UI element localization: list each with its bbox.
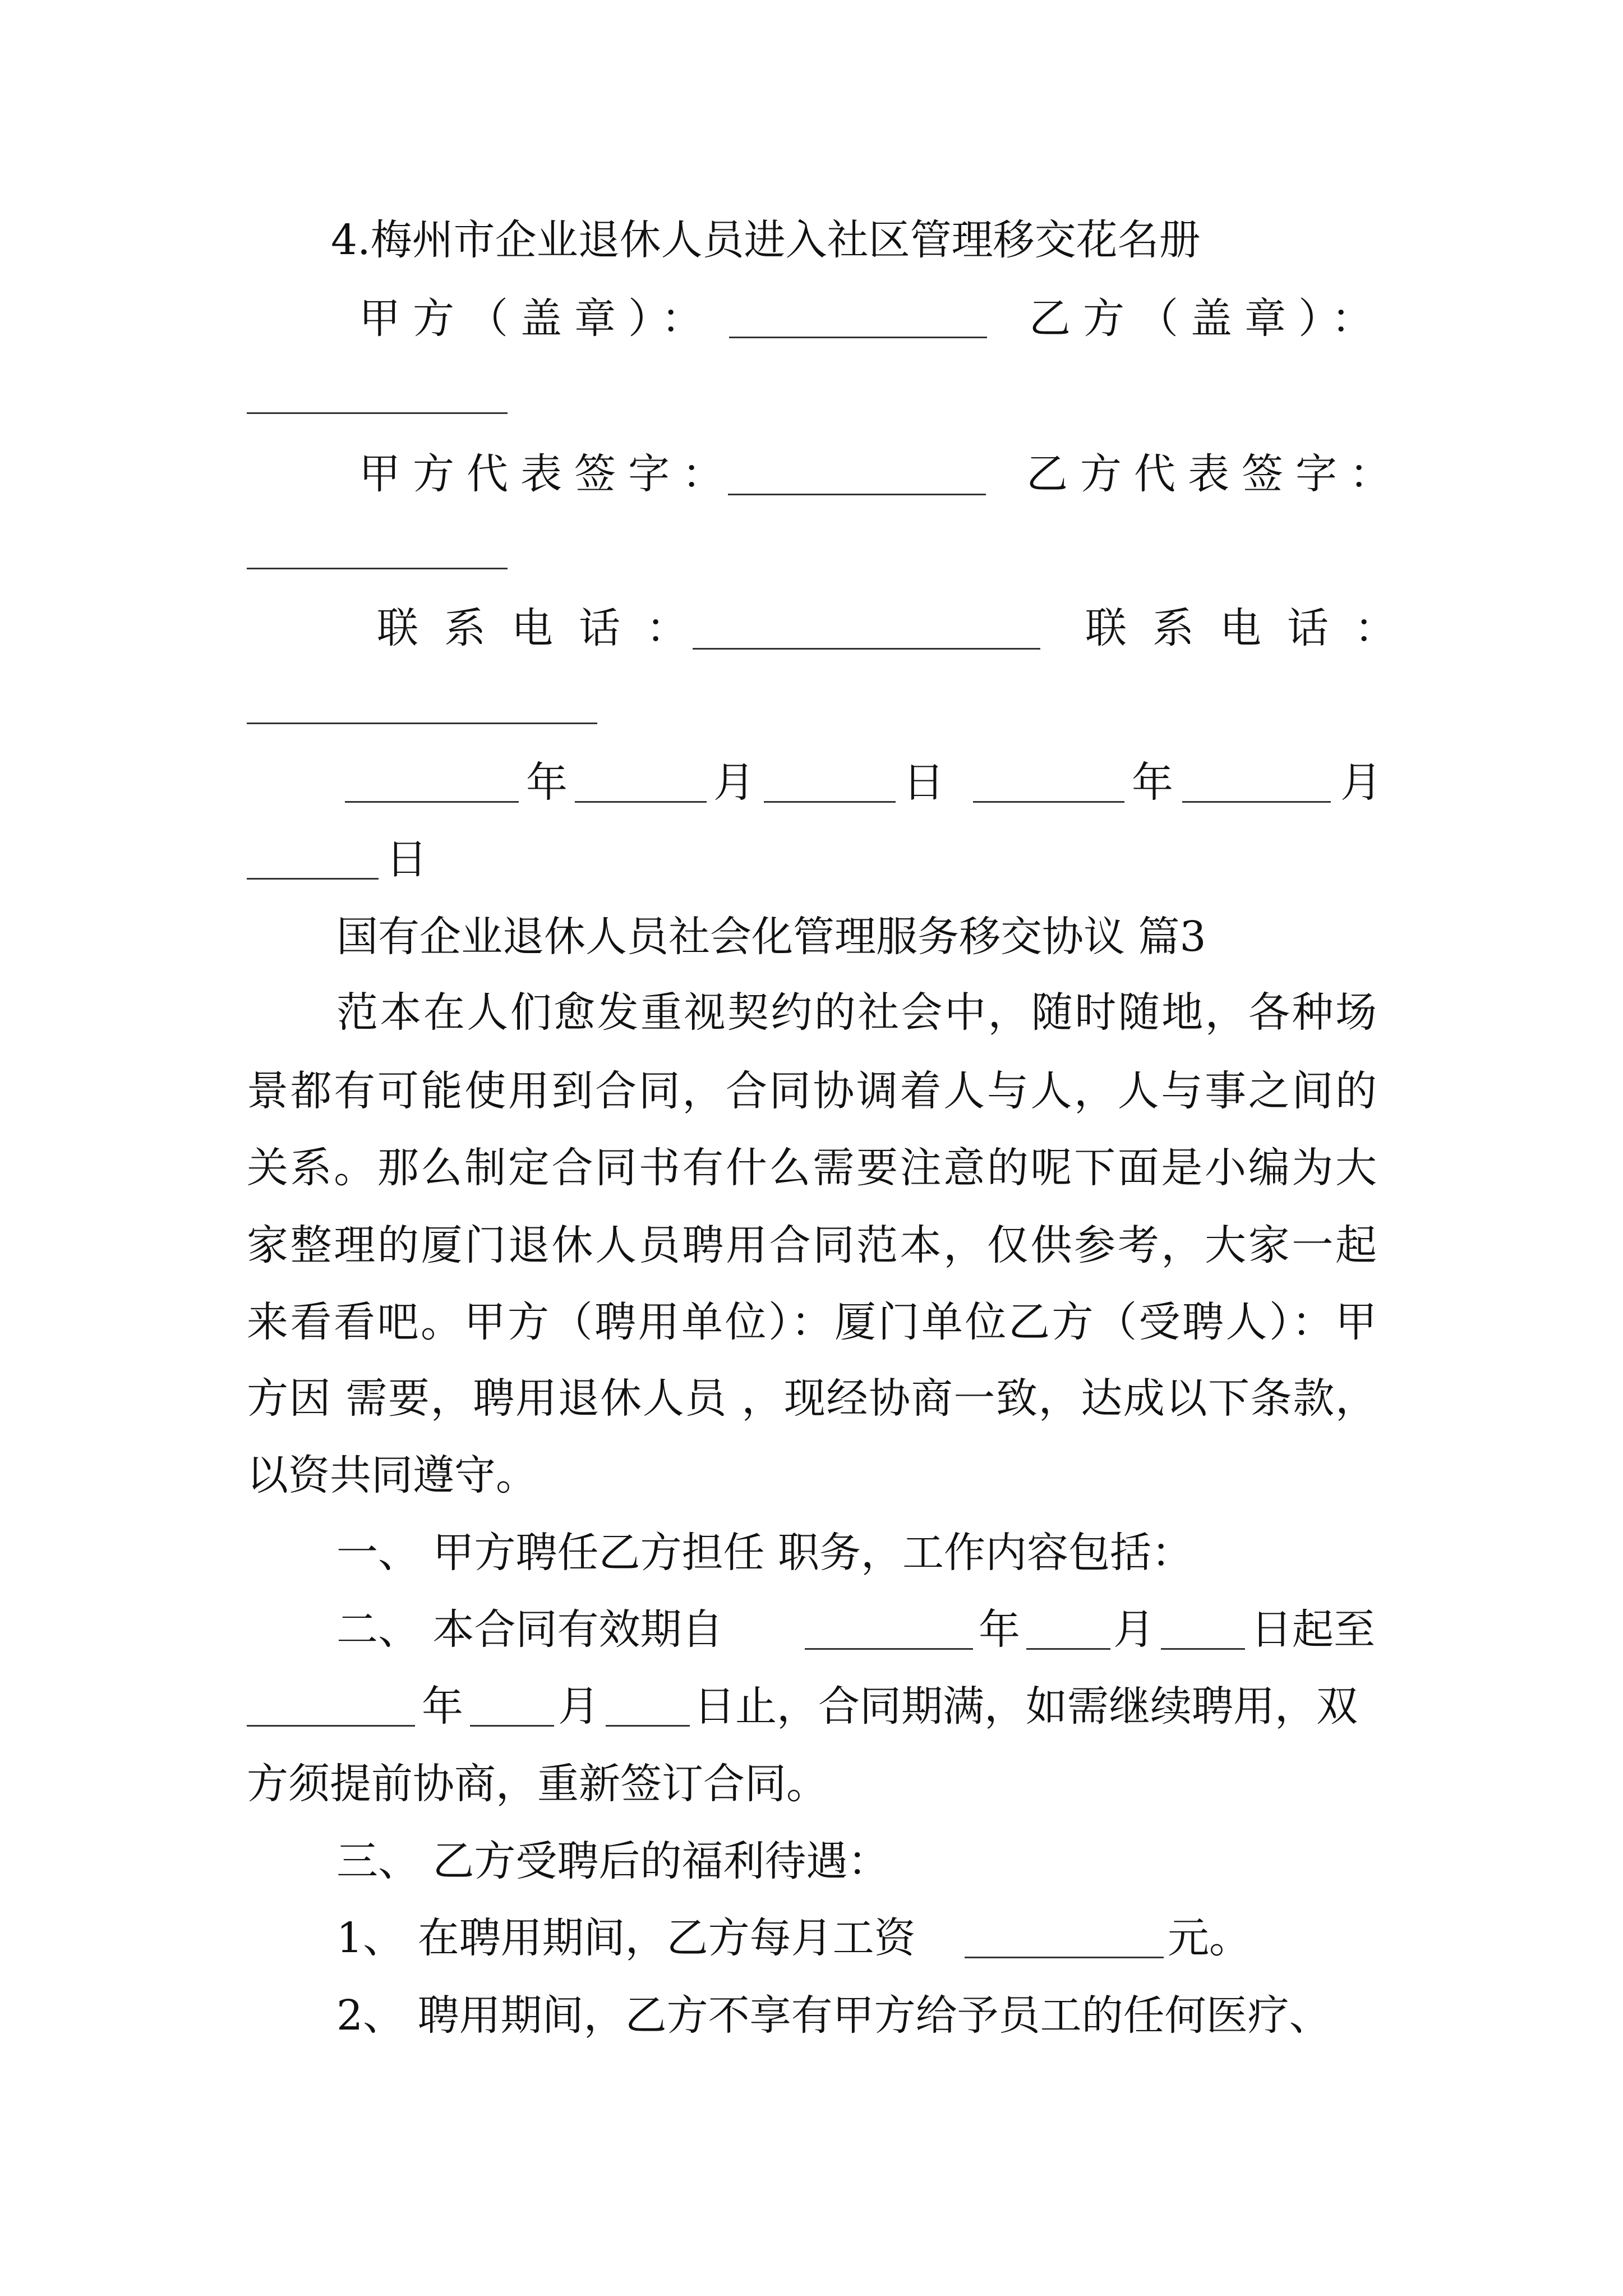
date-month-2: 月 <box>1340 758 1382 807</box>
paragraph-line: 家整理的厦门退休人员聘用合同范本，仅供参考，大家一起 <box>247 1221 1377 1269</box>
party-a-phone-label: 联系电话： <box>377 604 713 652</box>
term-end-day-blank <box>606 1725 690 1727</box>
clause-3-item-2: 2、 聘用期间，乙方不享有甲方给予员工的任何医疗、 <box>336 1991 1331 2040</box>
date-month-1-blank <box>575 801 707 803</box>
term-end-year-blank <box>247 1725 415 1727</box>
term-end-month: 月 <box>558 1682 600 1731</box>
term-end-rest: 日止，合同期满，如需继续聘用，双 <box>694 1682 1358 1731</box>
term-start-day-blank <box>1161 1648 1245 1650</box>
paragraph-line: 关系。那么制定合同书有什么需要注意的呢下面是小编为大 <box>247 1144 1377 1192</box>
clause-3-item-1: 1、 在聘用期间，乙方每月工资 <box>336 1914 916 1962</box>
party-a-rep-label: 甲方代表签字： <box>359 450 736 498</box>
paragraph-line: 来看看吧。甲方（聘用单位）：厦门单位乙方（受聘人）：甲 <box>247 1298 1377 1346</box>
clause-1: 一、 甲方聘任乙方担任 职务，工作内容包括： <box>336 1529 1193 1577</box>
term-end-month-blank <box>470 1725 554 1727</box>
date-day-1-blank <box>764 801 896 803</box>
date-year-1: 年 <box>526 758 568 807</box>
party-a-seal-blank <box>729 337 987 338</box>
date-year-1-blank <box>345 801 519 803</box>
date-day-1: 日 <box>903 758 944 807</box>
clause-3: 三、 乙方受聘后的福利待遇： <box>336 1837 889 1885</box>
term-end-year: 年 <box>422 1682 463 1731</box>
salary-blank <box>965 1957 1164 1958</box>
term-start-year: 年 <box>979 1605 1020 1654</box>
party-b-seal-blank <box>247 412 508 414</box>
date-month-2-blank <box>1182 801 1331 803</box>
party-b-phone-blank <box>247 723 597 724</box>
section-heading: 国有企业退休人员社会化管理服务移交协议 篇3 <box>336 913 1206 961</box>
party-b-seal-label: 乙方（盖章）： <box>1029 295 1385 343</box>
date-year-2-blank <box>973 801 1124 803</box>
clause-2-end: 方须提前协商，重新签订合同。 <box>247 1760 828 1808</box>
date-month-1: 月 <box>713 758 755 807</box>
term-start-month: 月 <box>1113 1605 1155 1654</box>
paragraph-line: 范本在人们愈发重视契约的社会中，随时随地，各种场 <box>336 988 1377 1037</box>
party-a-phone-blank <box>693 648 1040 650</box>
date-day-2: 日 <box>386 835 427 884</box>
attachment-item-4: 4.梅州市企业退休人员进入社区管理移交花名册 <box>331 216 1201 264</box>
clause-2-start: 二、 本合同有效期自 <box>336 1605 723 1654</box>
party-b-phone-label: 联系电话： <box>1085 604 1422 652</box>
party-a-rep-blank <box>728 494 986 495</box>
date-day-2-blank <box>247 878 379 880</box>
party-b-rep-blank <box>247 568 508 569</box>
term-start-day: 日起至 <box>1251 1605 1375 1654</box>
paragraph-line: 以资共同遵守。 <box>247 1451 537 1499</box>
salary-unit: 元。 <box>1168 1914 1251 1962</box>
term-start-month-blank <box>1026 1648 1110 1650</box>
party-a-seal-label: 甲方（盖章）： <box>359 295 715 343</box>
party-b-rep-label: 乙方代表签字： <box>1026 450 1403 498</box>
paragraph-line: 方因 需要，聘用退休人员 ，现经协商一致，达成以下条款， <box>247 1374 1377 1423</box>
date-year-2: 年 <box>1132 758 1173 807</box>
term-start-year-blank <box>805 1648 973 1650</box>
paragraph-line: 景都有可能使用到合同，合同协调着人与人，人与事之间的 <box>247 1067 1377 1115</box>
